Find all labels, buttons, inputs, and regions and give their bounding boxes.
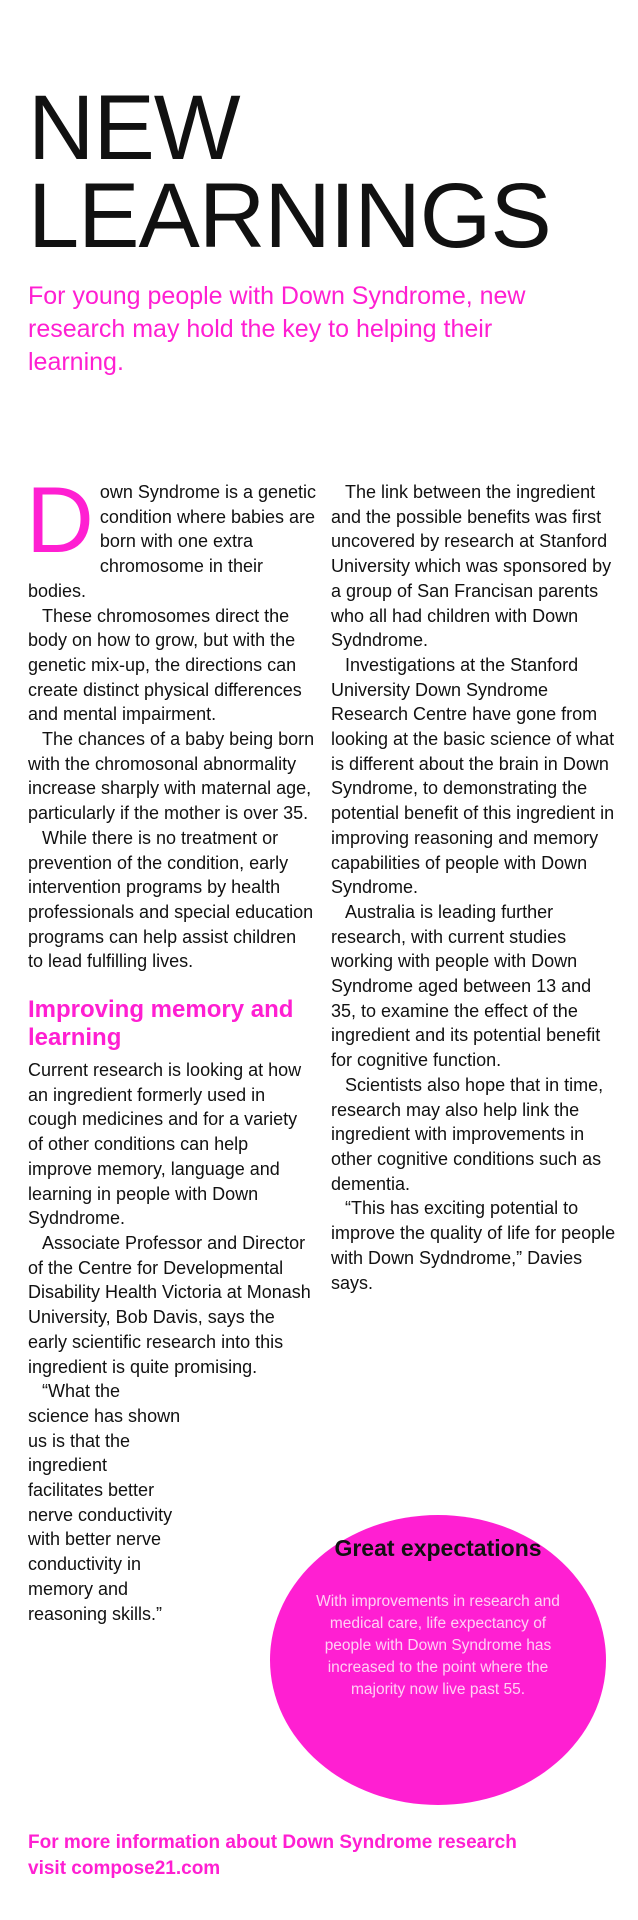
paragraph: Australia is leading further research, with current studies working with people with Down Syndrome aged between 13 and 35, to examine the effect of the ingredient and its potential benefit for cognitive function. xyxy=(331,901,601,1071)
paragraph: These chromosomes direct the body on how to grow, but with the genetic mix-up, the directions can create distinct physical differences and mental impairment. xyxy=(28,605,302,725)
paragraph: Current research is looking at how an ingredient formerly used in cough medicines and for a variety of other conditions can help improve memory, language and learning in people with Down Sydndrome. xyxy=(28,1060,302,1229)
paragraph: The link between the ingredient and the possible benefits was first uncovered by research at Stanford University which was sponsored by a group of San Francisan parents who all had children with Down Sydndrome. xyxy=(331,482,612,651)
drop-cap: D xyxy=(26,467,94,572)
title-line-2: LEARNINGS xyxy=(28,165,551,267)
intro-text: own Syndrome is a genetic condition where babies are born with one extra chromosome in their bodies. xyxy=(28,482,317,601)
article-title xyxy=(28,77,618,267)
callout-body: With improvements in research and medical care, life expectancy of people with Down Syndrome has increased to the point where the majority now live past 55. xyxy=(316,1593,560,1698)
quote-paragraph: “What the science has shown us is that the ingredient facilitates better nerve conductivity with better nerve conductivity in memory and reasoning skills.” xyxy=(28,1381,181,1624)
quote-paragraph: “This has exciting potential to improve the quality of life for people with Down Sydndrome,” Davies says. xyxy=(331,1198,616,1293)
paragraph: While there is no treatment or prevention of the condition, early intervention programs by health professionals and special education programs can help assist children to lead fulfilling lives. xyxy=(28,827,314,972)
standfirst: For young people with Down Syndrome, new research may hold the key to helping their learning. xyxy=(28,282,526,376)
left-column xyxy=(26,467,317,1626)
right-column xyxy=(331,480,616,1295)
paragraph: Scientists also hope that in time, research may also help link the ingredient with improvements in other cognitive conditions such as dementia. xyxy=(331,1074,604,1194)
footer-note: For more information about Down Syndrome research visit compose21.com xyxy=(28,1832,517,1879)
paragraph: The chances of a baby being born with the chromosonal abnormality increase sharply with maternal age, particularly if the mother is over 35. xyxy=(28,729,315,824)
callout-circle xyxy=(270,1515,606,1805)
title-line-1: NEW xyxy=(28,77,240,179)
paragraph: Investigations at the Stanford University Down Syndrome Research Centre have gone from looking at the basic science of what is different about the brain in Down Syndrome, to demonstrating the potential benefit of this ingredient in improving reasoning and memory capabilities of people with Down Syndrome. xyxy=(331,654,615,898)
callout-title: Great expectations xyxy=(334,1535,542,1561)
intro-paragraph xyxy=(26,467,317,604)
subheading: Improving memory and learning xyxy=(28,996,294,1052)
paragraph: Associate Professor and Director of the Centre for Developmental Disability Health Victoria at Monash University, Bob Davis, says the early scientific research into this ingredient is quite promising. xyxy=(28,1232,311,1377)
